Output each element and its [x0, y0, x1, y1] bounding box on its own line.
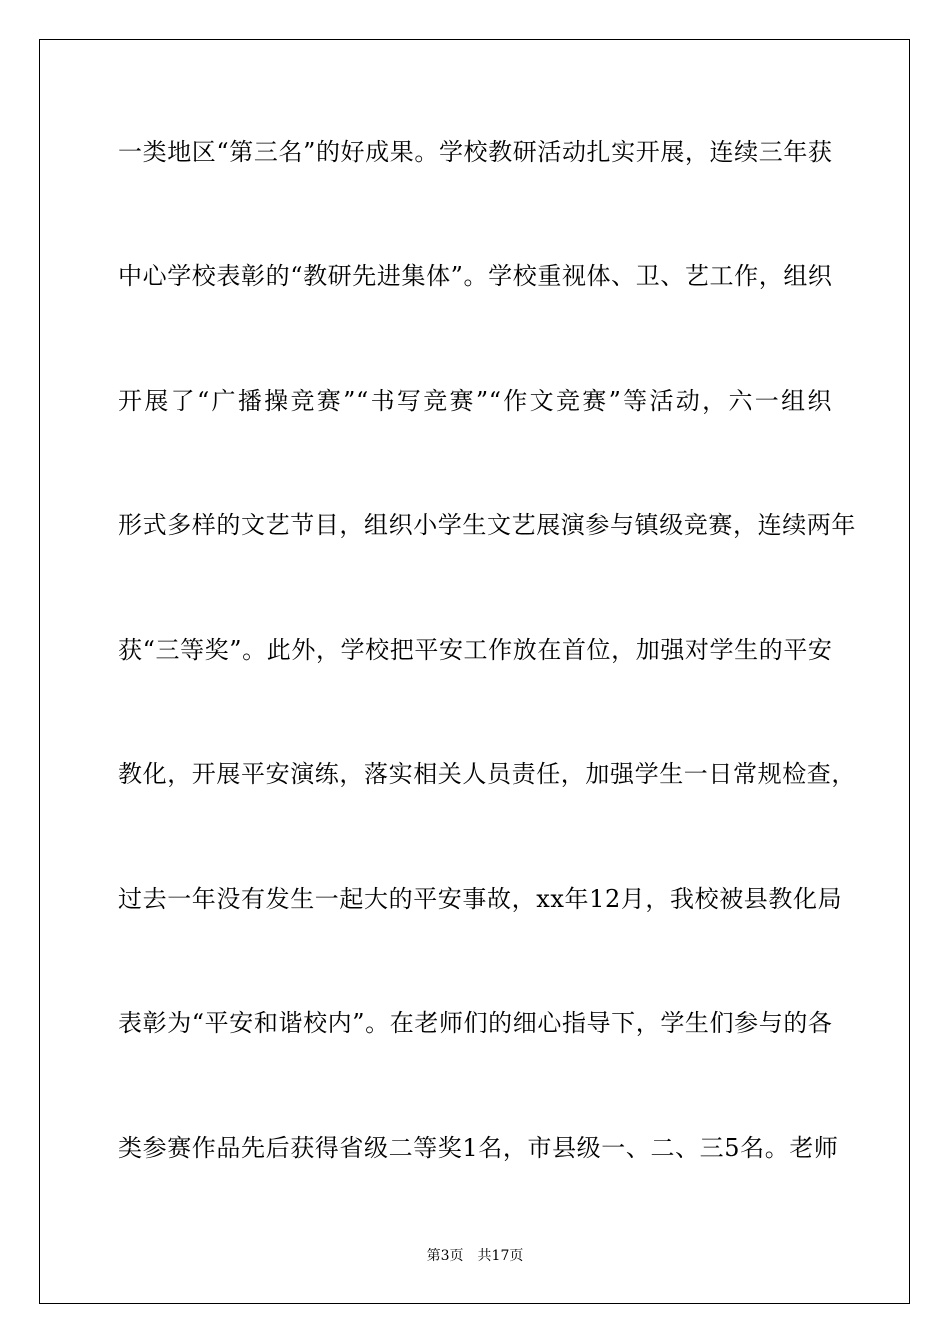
- text-line: 中心学校表彰的“教研先进集体”。学校重视体、卫、艺工作，组织: [118, 262, 833, 290]
- text-line: 获“三等奖”。此外，学校把平安工作放在首位，加强对学生的平安: [118, 636, 833, 664]
- text-line: 开展了“广播操竞赛”“书写竞赛”“作文竞赛”等活动，六一组织: [118, 387, 832, 415]
- page-footer: [0, 1247, 950, 1265]
- text-line: 形式多样的文艺节目，组织小学生文艺展演参与镇级竞赛，连续两年: [118, 511, 856, 539]
- text-line: 教化，开展平安演练，落实相关人员责任，加强学生一日常规检查，: [118, 760, 856, 788]
- text-line: 表彰为“平安和谐校内”。在老师们的细心指导下，学生们参与的各: [118, 1009, 833, 1037]
- page-number: 第3页: [426, 1248, 464, 1264]
- page-total: 共17页: [477, 1248, 524, 1264]
- text-line: 一类地区“第三名”的好成果。学校教研活动扎实开展，连续三年获: [118, 138, 833, 166]
- page-border: [39, 39, 910, 1304]
- text-line: 过去一年没有发生一起大的平安事故，xx年12月，我校被县教化局: [118, 885, 843, 913]
- text-line: 类参赛作品先后获得省级二等奖1名，市县级一、二、三5名。老师: [118, 1134, 839, 1162]
